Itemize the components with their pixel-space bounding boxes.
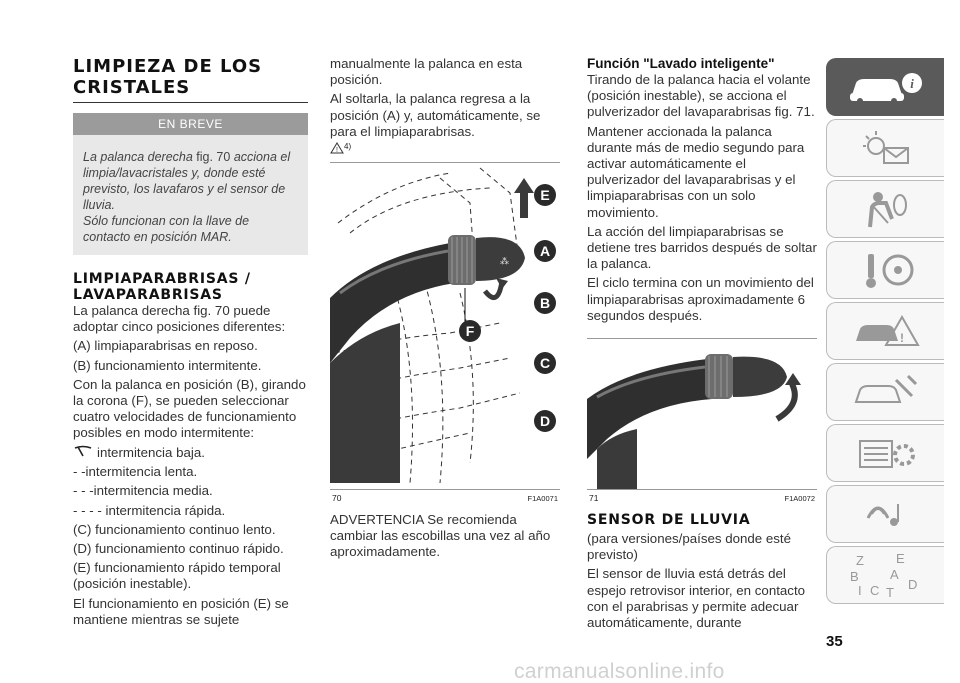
speed-3-text: - - -intermitencia media.: [73, 483, 213, 499]
figure-71: [587, 338, 817, 504]
figure-reference: fig. 70: [196, 150, 231, 164]
watermark: carmanualsonline.info: [514, 660, 725, 683]
svg-text:i: i: [909, 76, 914, 91]
label-c: C: [539, 355, 551, 372]
label-e: E: [540, 187, 550, 204]
warning-lights-icon: [846, 128, 926, 168]
label-f: F: [465, 323, 475, 340]
title-rule: [73, 102, 308, 103]
seatbelt-airbag-icon: [846, 189, 926, 229]
intro-text: La palanca derecha fig. 70 puede adoptar cinco posiciones diferentes:: [73, 303, 286, 335]
position-e-text: (E) funcionamiento rápido temporal (posición inestable).: [73, 560, 281, 592]
svg-text:B: B: [849, 569, 859, 584]
smart-wash-title: Función "Lavado inteligente": [587, 56, 775, 71]
col2-text-2: Al soltarla, la palanca regresa a la posición (A) y, automáticamente, se para el limpiaparabrisas.: [330, 91, 541, 139]
figure-number: 71: [589, 493, 599, 504]
svg-text:T: T: [885, 585, 894, 599]
summary-heading: EN BREVE: [73, 113, 308, 135]
warning-reference: ! 4): [330, 142, 560, 160]
svg-text:!: !: [336, 147, 338, 155]
multimedia-icon: [846, 494, 926, 534]
advertencia-text: ADVERTENCIA Se recomienda cambiar las escobillas una vez al año aproximadamente.: [330, 512, 551, 560]
tab-starting-driving[interactable]: [826, 241, 944, 299]
technical-data-icon: [846, 433, 926, 473]
smart-wash-p4: El ciclo termina con un movimiento del limpiaparabrisas aproximadamente 6 segundos después.: [587, 275, 814, 323]
speed-1-text: intermitencia baja.: [73, 445, 308, 462]
svg-text:E: E: [895, 551, 905, 566]
column-left: [73, 56, 308, 628]
chapter-tabs: [826, 58, 944, 607]
index-icon: [846, 551, 926, 599]
smart-wash-p3: La acción del limpiaparabrisas se detiene tres barridos después de soltar la palanca.: [587, 223, 817, 272]
page-number: 35: [826, 633, 843, 650]
tab-index[interactable]: [826, 546, 944, 604]
label-a: A: [539, 243, 551, 260]
speed-4-text: - - - - intermitencia rápida.: [73, 502, 226, 518]
svg-text:I: I: [857, 583, 862, 598]
tab-warning-lights[interactable]: [826, 119, 944, 177]
rain-sensor-title: SENSOR DE LLUVIA: [587, 512, 751, 529]
svg-text:⁂: ⁂: [500, 256, 509, 267]
tab-emergency[interactable]: [826, 302, 944, 360]
figure-code: F1A0071: [527, 494, 558, 504]
speed-2-text: - -intermitencia lenta.: [73, 464, 198, 480]
rain-sensor-p1: (para versiones/países donde esté previsto): [587, 531, 792, 563]
summary-box: [73, 113, 308, 255]
label-b: B: [539, 295, 551, 312]
warning-triangle-icon: [330, 142, 344, 156]
svg-text:!: !: [899, 331, 904, 345]
tab-safety[interactable]: [826, 180, 944, 238]
position-a-text: (A) limpiaparabrisas en reposo.: [73, 338, 258, 354]
crown-text: Con la palanca en posición (B), girando la corona (F), se pueden seleccionar cuatro velocidades de funcionamiento posibles en modo intermitente:: [73, 376, 306, 441]
wiper-stalk-illustration: [330, 163, 560, 489]
svg-text:C: C: [869, 583, 879, 598]
figure-70: [330, 162, 560, 504]
tab-maintenance[interactable]: [826, 363, 944, 421]
svg-text:D: D: [907, 577, 917, 592]
column-right: [587, 56, 817, 631]
svg-text:Z: Z: [855, 553, 864, 568]
position-d-text: (D) funcionamiento continuo rápido.: [73, 541, 284, 557]
wiper-intermittent-icon: [73, 445, 93, 461]
tab-multimedia[interactable]: [826, 485, 944, 543]
figure-code: F1A0072: [784, 494, 815, 504]
figure-number: 70: [332, 493, 342, 504]
maintenance-icon: [846, 372, 926, 412]
tab-technical-data[interactable]: [826, 424, 944, 482]
car-info-icon: [846, 67, 926, 107]
section-title: LIMPIAPARABRISAS / LAVAPARABRISAS: [73, 271, 251, 303]
rain-sensor-p2: El sensor de lluvia está detrás del espejo retrovisor interior, en contacto con el parabrisas y permite adecuar automáticamente, durante: [587, 566, 806, 631]
emergency-icon: [846, 311, 926, 351]
key-steering-icon: [846, 250, 926, 290]
position-e-cont-text: El funcionamiento en posición (E) se mantiene mientras se sujete: [73, 595, 289, 627]
wiper-stalk-pull-illustration: [587, 339, 817, 489]
summary-text: La palanca derecha fig. 70 acciona el limpia/lavacristales y, donde esté previsto, los lavafaros y el sensor de lluvia. Sólo funcionan con la llave de contacto en posición MAR.: [83, 150, 291, 244]
label-d: D: [539, 413, 551, 430]
tab-car-info[interactable]: [826, 58, 944, 116]
col2-text-1: manualmente la palanca en esta posición.: [330, 56, 523, 88]
svg-text:A: A: [889, 567, 899, 582]
column-middle: [330, 56, 560, 561]
smart-wash-p1: Tirando de la palanca hacia el volante (posición inestable), se acciona el pulverizador del lavaparabrisas fig. 71.: [587, 72, 815, 120]
chapter-title: LIMPIEZA DE LOS CRISTALES: [73, 56, 263, 98]
position-b-text: (B) funcionamiento intermitente.: [73, 357, 262, 373]
smart-wash-p2: Mantener accionada la palanca durante más de medio segundo para activar automáticamente el pulverizador del lavaparabrisas y el limpiaparabrisas con un solo movimiento.: [587, 123, 805, 220]
position-c-text: (C) funcionamiento continuo lento.: [73, 521, 276, 537]
